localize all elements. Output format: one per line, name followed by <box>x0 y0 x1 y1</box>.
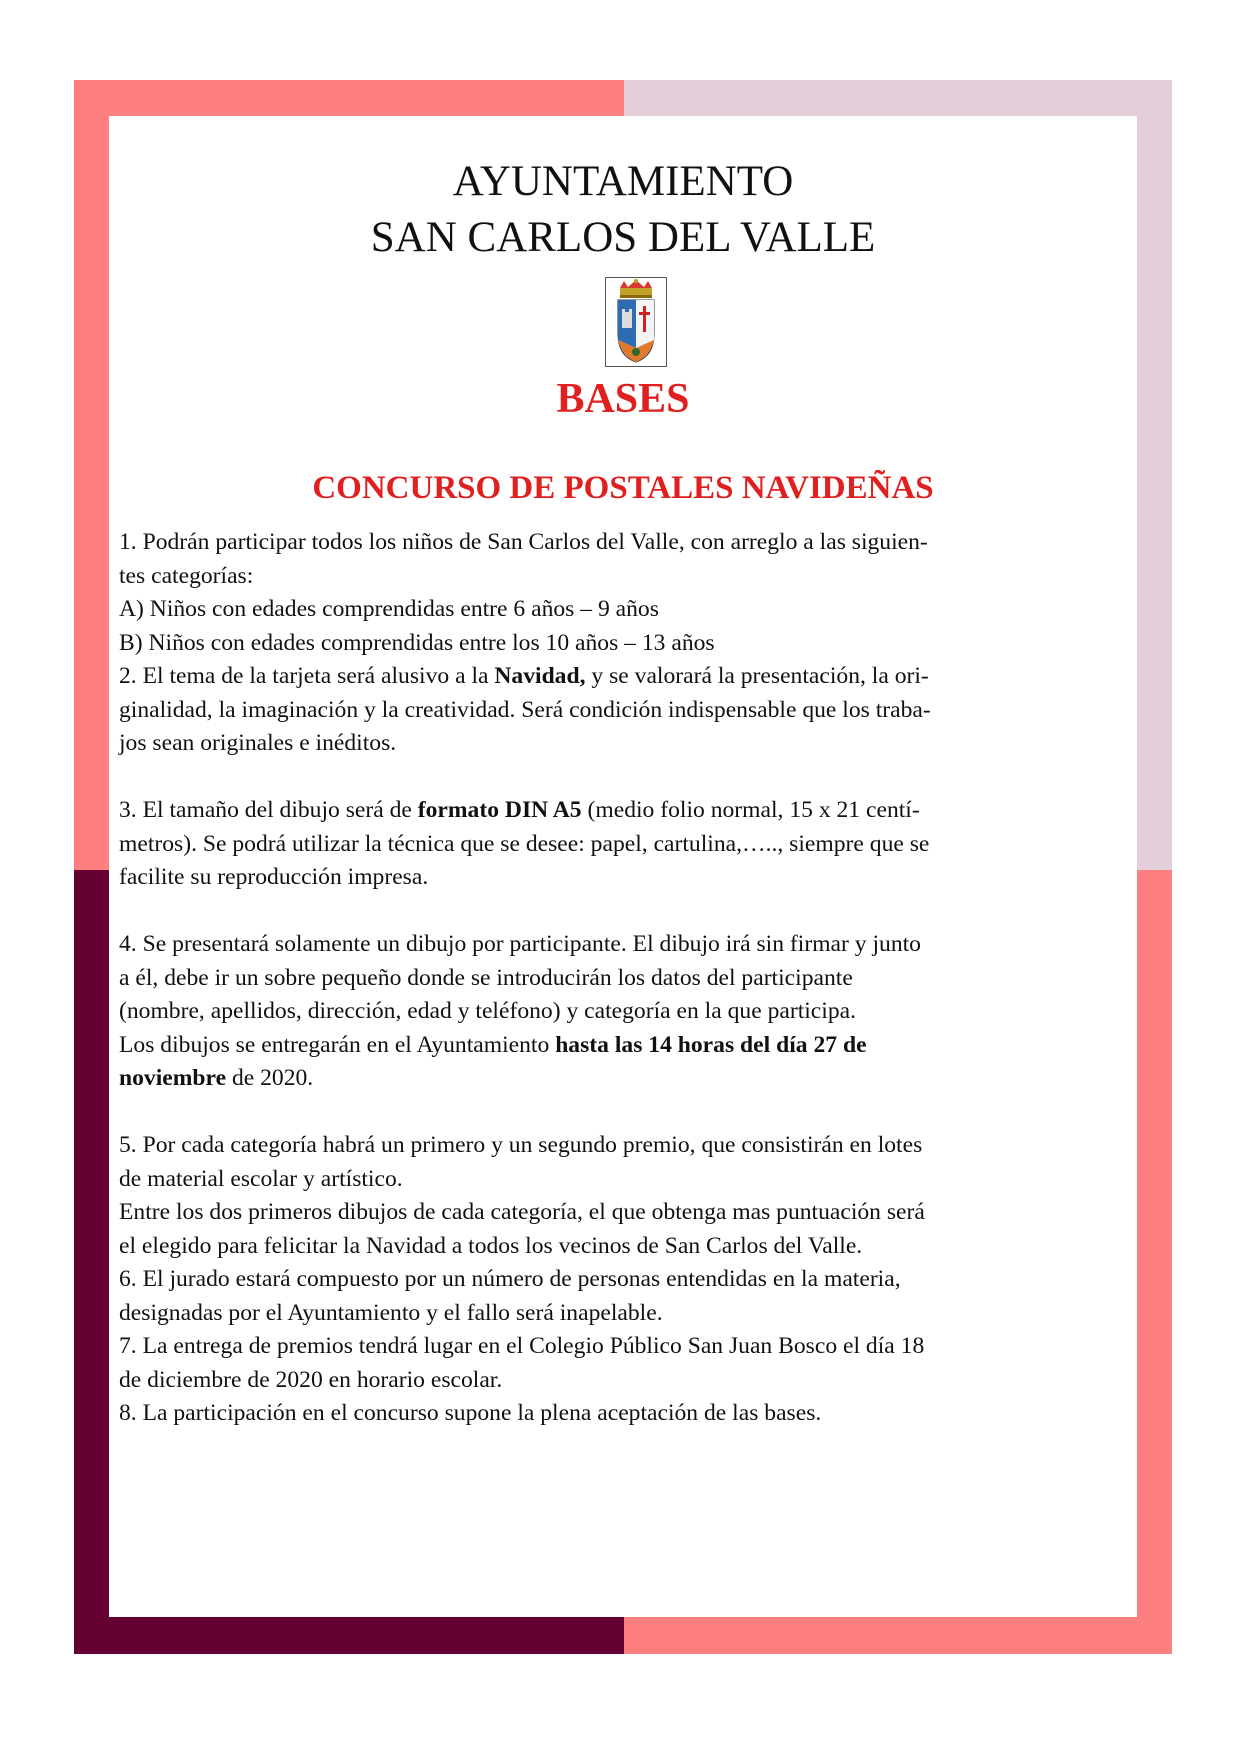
rule-4-line-4 <box>119 1029 1129 1063</box>
rule-8 <box>119 1397 1129 1431</box>
rule-1-category-a: A) Niños con edades comprendidas entre 6 años – 9 años <box>119 596 659 622</box>
rule-4-deadline: hasta las 14 horas del día 27 de <box>555 1031 867 1058</box>
rule-8-line-1: 8. La participación en el concurso supone la plena aceptación de las bases. <box>119 1400 822 1426</box>
header-town-name: SAN CARLOS DEL VALLE <box>370 214 876 261</box>
rule-5-line-2: de material escolar y artístico. <box>119 1165 403 1192</box>
rule-3-text-end: (medio folio normal, 15 x 21 centí- <box>581 797 920 823</box>
rule-2-line-3: jos sean originales e inéditos. <box>119 730 397 756</box>
rule-3-line-2: metros). Se podrá utilizar la técnica que se desee: papel, cartulina,….., siempre que se <box>119 830 930 857</box>
rule-4-line-1: 4. Se presentará solamente un dibujo por participante. El dibujo irá sin firmar y junto <box>119 931 921 957</box>
rule-4-text: Los dibujos se entregarán en el Ayuntamiento <box>119 1031 556 1058</box>
rule-2-line-2: ginalidad, la imaginación y la creatividad. Será condición indispensable que los traba- <box>119 696 931 723</box>
rule-1 <box>119 526 1129 660</box>
rule-1-line-2: tes categorías: <box>119 562 254 589</box>
rule-7-line-1: 7. La entrega de premios tendrá lugar en el Colegio Público San Juan Bosco el día 18 <box>119 1333 925 1359</box>
rule-4-year: de 2020. <box>226 1065 314 1091</box>
rule-2 <box>119 660 1129 761</box>
rule-3 <box>119 794 1129 895</box>
document-page <box>109 116 1137 1617</box>
rule-3-line-1 <box>119 794 1129 828</box>
coat-of-arms-icon <box>605 277 667 367</box>
rule-5 <box>119 1129 1129 1263</box>
rule-3-bold: formato DIN A5 <box>417 797 582 823</box>
rule-6-line-2: designadas por el Ayuntamiento y el fallo será inapelable. <box>119 1299 663 1326</box>
rule-3-line-3: facilite su reproducción impresa. <box>119 864 429 890</box>
rule-4-line-2: a él, debe ir un sobre pequeño donde se introducirán los datos del participante <box>119 964 853 991</box>
rule-2-text-end: y se valorará la presentación, la ori- <box>585 663 929 689</box>
rule-4-line-5 <box>119 1062 1129 1096</box>
rule-5-line-4: el elegido para felicitar la Navidad a todos los vecinos de San Carlos del Valle. <box>119 1232 863 1259</box>
rule-2-bold: Navidad, <box>494 663 586 689</box>
rule-7 <box>119 1330 1129 1397</box>
rule-7-line-2: de diciembre de 2020 en horario escolar. <box>119 1366 503 1393</box>
rule-3-text: 3. El tamaño del dibujo será de <box>119 797 418 823</box>
rule-4-deadline-month: noviembre <box>119 1065 227 1091</box>
document-title: BASES <box>556 376 690 422</box>
rule-4 <box>119 928 1129 1096</box>
document-subtitle: CONCURSO DE POSTALES NAVIDEÑAS <box>312 470 934 506</box>
rule-4-line-3: (nombre, apellidos, dirección, edad y teléfono) y categoría en la que participa. <box>119 998 856 1024</box>
rule-6 <box>119 1263 1129 1330</box>
rule-5-line-1: 5. Por cada categoría habrá un primero y un segundo premio, que consistirán en lotes <box>119 1132 923 1158</box>
rule-2-line-1 <box>119 660 1129 694</box>
rule-6-line-1: 6. El jurado estará compuesto por un número de personas entendidas en la materia, <box>119 1266 901 1292</box>
header-ayuntamiento: AYUNTAMIENTO <box>452 158 794 205</box>
rule-2-text: 2. El tema de la tarjeta será alusivo a la <box>119 663 495 689</box>
rule-1-line-1: 1. Podrán participar todos los niños de San Carlos del Valle, con arreglo a las siguien- <box>119 529 928 555</box>
rule-5-line-3: Entre los dos primeros dibujos de cada categoría, el que obtenga mas puntuación será <box>119 1199 925 1225</box>
rule-1-category-b: B) Niños con edades comprendidas entre los 10 años – 13 años <box>119 629 715 656</box>
